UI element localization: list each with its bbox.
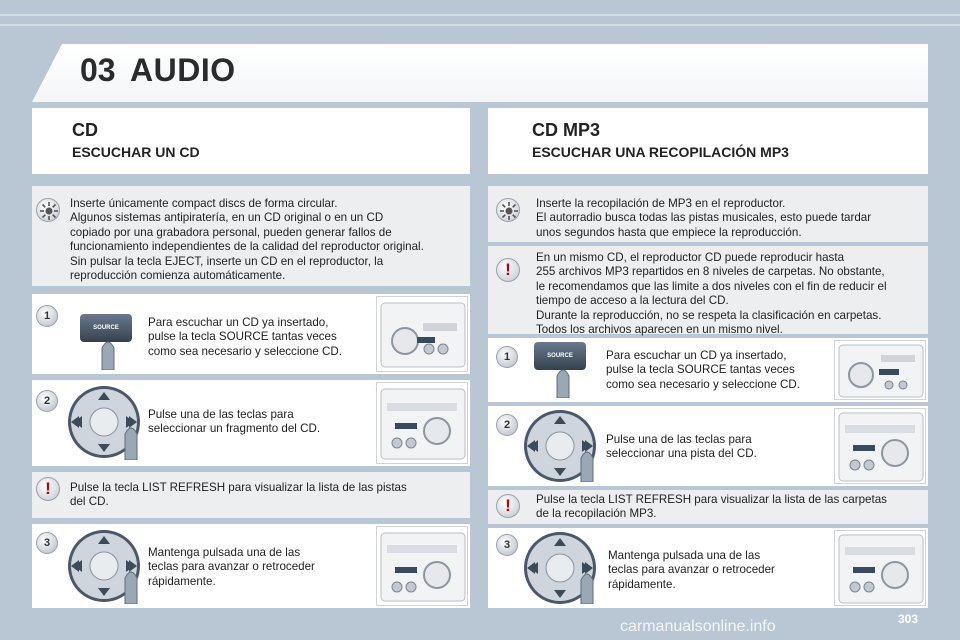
source-button-icon: SOURCE — [80, 314, 132, 342]
radio-unit-image — [834, 340, 926, 400]
left-step2-text — [148, 408, 368, 437]
text-line: Mantenga pulsada una de las — [608, 549, 761, 562]
text-line: funcionamiento independientes de la calidad del reproductor original. — [70, 240, 424, 254]
text-line: reproducción comienza automáticamente. — [70, 269, 286, 283]
radio-unit-image — [834, 408, 926, 484]
left-step3-text — [148, 546, 368, 589]
right-section-header — [488, 108, 928, 174]
left-section-title: CD — [72, 120, 98, 140]
text-line: seleccionar un fragmento del CD. — [148, 422, 321, 436]
chapter-title: AUDIO — [130, 52, 236, 88]
right-section-title: CD MP3 — [532, 120, 601, 140]
text-line: Pulse la tecla LIST REFRESH para visualizar la lista de las pistas — [70, 481, 407, 494]
source-button-icon: SOURCE — [534, 342, 586, 370]
finger-pointer-icon — [576, 444, 598, 482]
step-number-badge: 2 — [36, 390, 58, 412]
decor-stripe — [0, 24, 960, 26]
step-number-badge: 1 — [36, 305, 58, 327]
step-number-badge: 1 — [496, 346, 518, 368]
right-step3-text — [608, 549, 828, 592]
left-note-text — [70, 481, 466, 510]
text-line: le recomendamos que las limite a dos niveles con el fin de reducir el — [536, 279, 887, 293]
text-line: de la recopilación MP3. — [536, 507, 657, 521]
radio-unit-image — [834, 530, 926, 606]
text-line: Pulse la tecla LIST REFRESH para visualizar la lista de las carpetas — [536, 493, 887, 506]
finger-pointer-icon — [552, 362, 574, 398]
warning-icon: ! — [496, 494, 520, 518]
step-number-badge: 3 — [36, 532, 58, 554]
text-line: Algunos sistemas antipiratería, en un CD original o en un CD — [70, 211, 384, 225]
text-line: En un mismo CD, el reproductor CD puede reproducir hasta — [536, 251, 845, 264]
finger-pointer-icon — [96, 334, 120, 370]
text-line: Todos los archivos aparecen en un mismo nivel. — [536, 323, 783, 337]
text-line: pulse la tecla SOURCE tantas veces — [606, 363, 795, 377]
text-line: copiado por una grabadora personal, pueden generar fallos de — [70, 225, 392, 239]
sun-icon — [36, 198, 60, 222]
text-line: Para escuchar un CD ya insertado, — [148, 316, 329, 329]
text-line: seleccionar una pista del CD. — [606, 447, 757, 461]
sun-icon — [496, 198, 520, 222]
chapter-number: 03 — [80, 52, 116, 88]
text-line: 255 archivos MP3 repartidos en 8 niveles de carpetas. No obstante, — [536, 265, 885, 279]
page-number: 303 — [898, 612, 919, 626]
text-line: Pulse una de las teclas para — [606, 433, 752, 446]
radio-unit-image — [376, 526, 468, 606]
text-line: rápidamente. — [148, 574, 216, 588]
finger-pointer-icon — [120, 564, 142, 604]
right-section-subtitle: ESCUCHAR UNA RECOPILACIÓN MP3 — [532, 144, 789, 160]
right-intro-text — [536, 197, 924, 240]
text-line: Mantenga pulsada una de las — [148, 546, 301, 559]
watermark: carmanualsonline.info — [620, 618, 776, 635]
step-number-badge: 2 — [496, 414, 518, 436]
finger-pointer-icon — [120, 420, 142, 460]
text-line: teclas para avanzar o retroceder — [148, 560, 315, 574]
finger-pointer-icon — [576, 566, 598, 604]
text-line: del CD. — [70, 495, 109, 509]
text-line: Sin pulsar la tecla EJECT, inserte un CD en el reproductor, la — [70, 254, 384, 268]
text-line: Inserte únicamente compact discs de forma circular. — [70, 197, 338, 210]
right-step2-text — [606, 433, 826, 462]
right-step1-text — [606, 349, 826, 392]
left-section-subtitle: ESCUCHAR UN CD — [72, 144, 200, 160]
right-note-text — [536, 493, 926, 522]
text-line: como sea necesario y seleccione CD. — [148, 344, 342, 358]
text-line: rápidamente. — [608, 577, 676, 591]
text-line: Pulse una de las teclas para — [148, 408, 294, 421]
text-line: unos segundos hasta que empiece la reproducción. — [536, 225, 802, 239]
text-line: Inserte la recopilación de MP3 en el reproductor. — [536, 197, 786, 210]
radio-unit-image — [376, 382, 468, 464]
warning-icon: ! — [496, 258, 520, 282]
text-line: El autorradio busca todas las pistas musicales, esto puede tardar — [536, 211, 872, 225]
warning-icon: ! — [36, 477, 60, 501]
radio-unit-image — [376, 296, 468, 372]
left-intro-text — [70, 197, 466, 283]
text-line: tiempo de acceso a la lectura del CD. — [536, 294, 729, 308]
text-line: como sea necesario y seleccione CD. — [606, 377, 800, 391]
text-line: Durante la reproducción, no se respeta la clasificación en carpetas. — [536, 308, 882, 322]
decor-stripe — [0, 14, 960, 16]
step-number-badge: 3 — [496, 534, 518, 556]
left-step1-text — [148, 316, 368, 359]
text-line: teclas para avanzar o retroceder — [608, 563, 775, 577]
left-section-header — [32, 108, 470, 174]
text-line: Para escuchar un CD ya insertado, — [606, 349, 787, 362]
text-line: pulse la tecla SOURCE tantas veces — [148, 330, 337, 344]
right-warning-text — [536, 251, 926, 337]
